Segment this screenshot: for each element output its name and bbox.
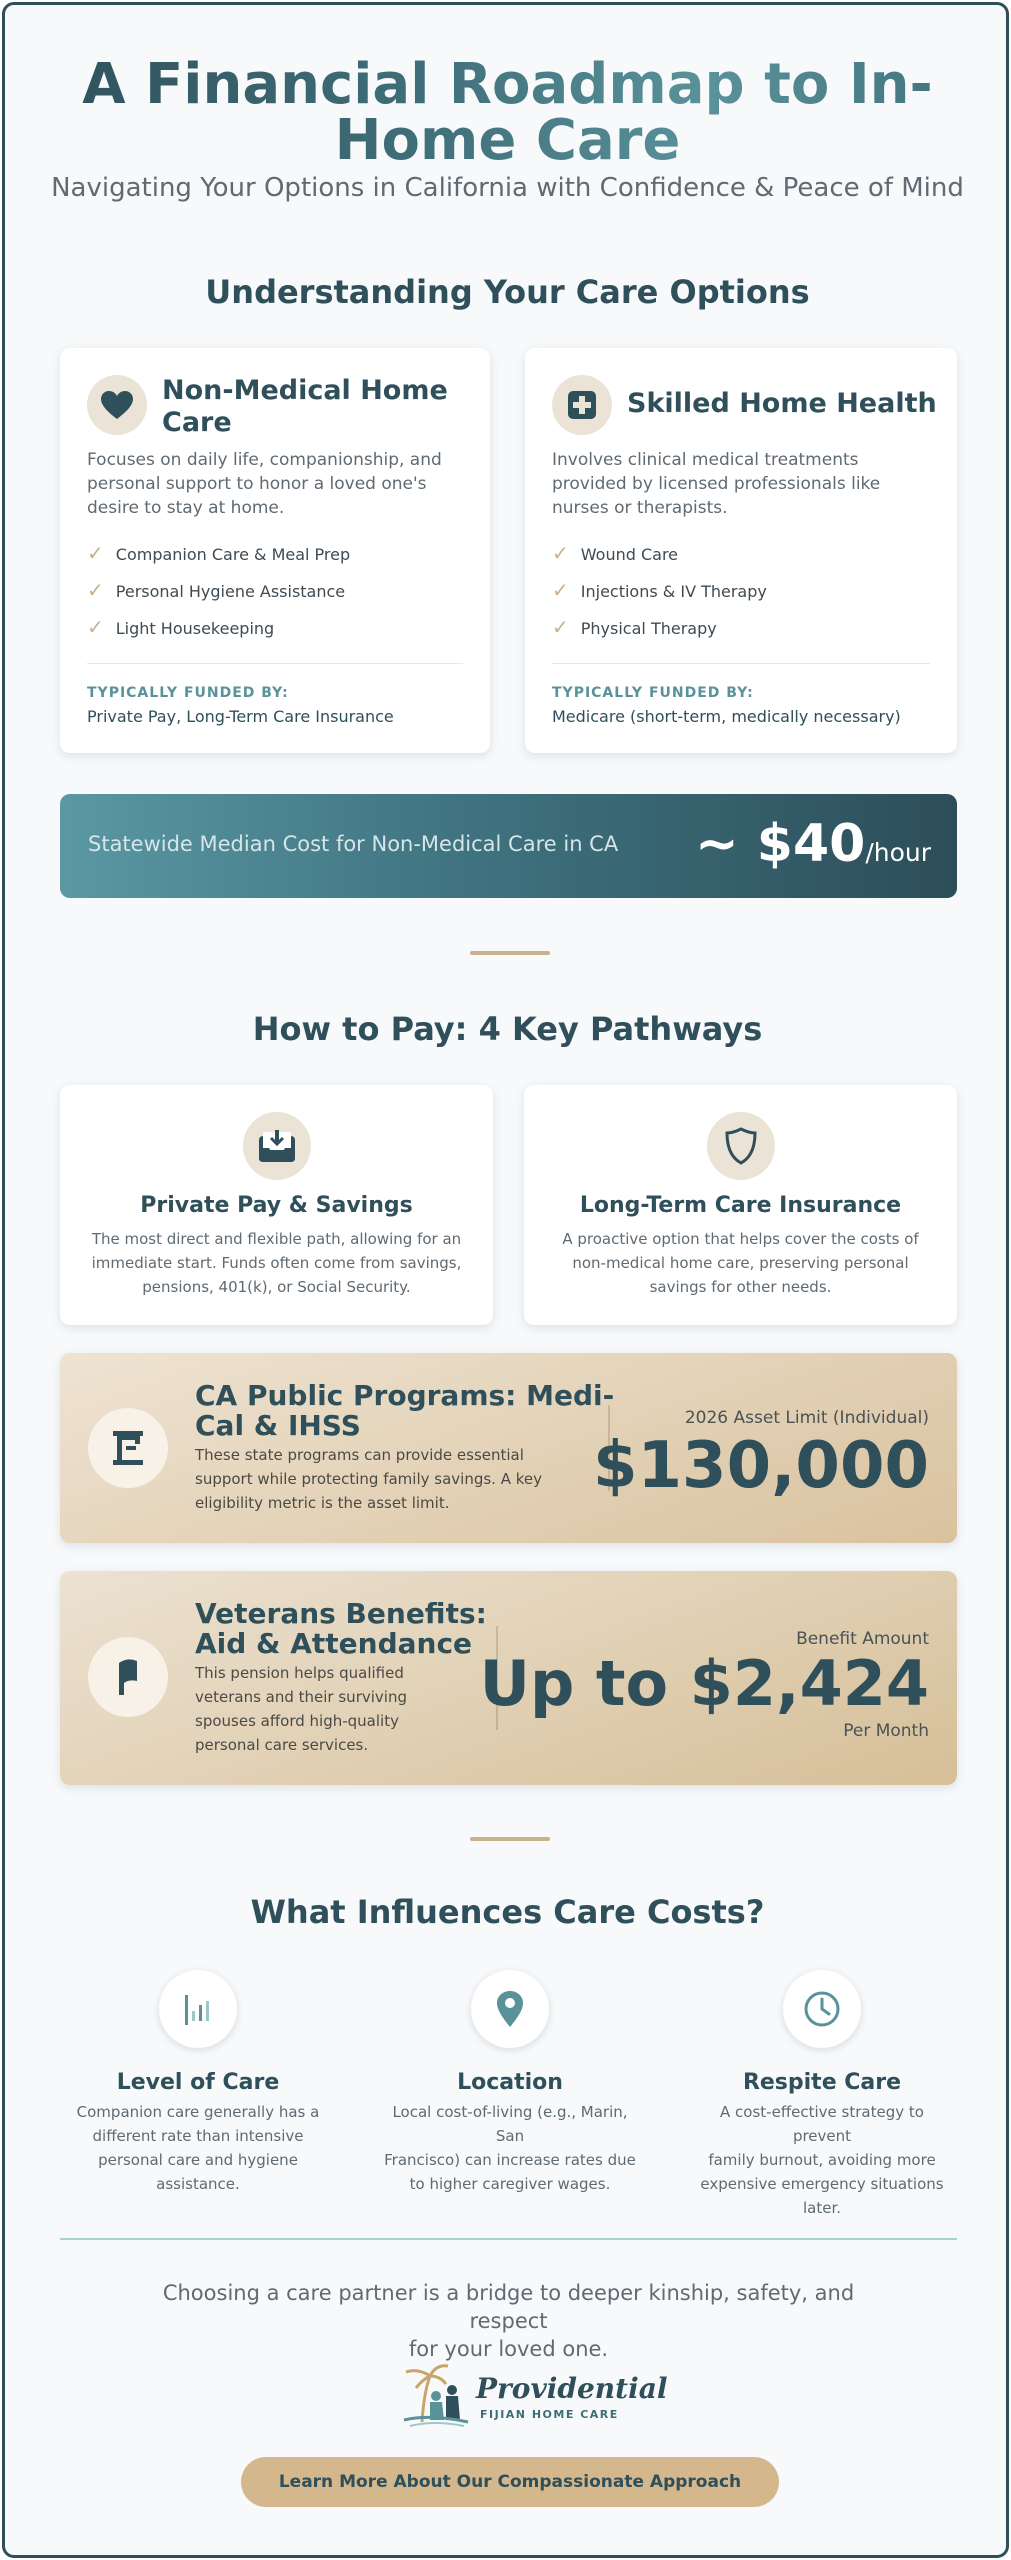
- desc-line: nurses or therapists.: [552, 498, 728, 518]
- list-item: [552, 615, 717, 639]
- shield-icon: [707, 1112, 775, 1180]
- benefit-amount-period: Per Month: [843, 1721, 929, 1741]
- logo-subtitle: FIJIAN HOME CARE: [480, 2408, 619, 2421]
- program-title-line2: Cal & IHSS: [195, 1409, 361, 1442]
- program-description: [195, 1661, 495, 1757]
- list-item-label: Companion Care & Meal Prep: [115, 545, 351, 564]
- care-card-description: [87, 448, 467, 520]
- program-description: [195, 1443, 575, 1515]
- desc-line: Francisco) can increase rates due: [384, 2151, 636, 2169]
- desc-line: A cost-effective strategy to prevent: [720, 2103, 924, 2145]
- logo-name: Providential: [476, 2372, 668, 2405]
- flag-icon: [88, 1637, 168, 1717]
- providential-logo: [400, 2362, 668, 2428]
- funded-by-label: TYPICALLY FUNDED BY:: [552, 685, 754, 701]
- page-title: [5, 52, 1009, 173]
- median-cost-unit: /hour: [865, 838, 931, 867]
- card-divider: [87, 663, 463, 664]
- closing-line: for your loved one.: [408, 2337, 609, 2361]
- desc-line: This pension helps qualified: [195, 1664, 404, 1682]
- care-card-title: [627, 388, 937, 420]
- median-cost-value: [695, 814, 931, 874]
- closing-line: Choosing a care partner is a bridge to deeper kinship, safety, and respect: [162, 2281, 855, 2333]
- desc-line: personal care services.: [195, 1736, 369, 1754]
- list-item: [552, 578, 767, 602]
- building-icon: [88, 1408, 168, 1488]
- closing-statement: [125, 2279, 892, 2363]
- desc-line: assistance.: [156, 2175, 240, 2193]
- median-cost-label: Statewide Median Cost for Non-Medical Care in CA: [88, 832, 619, 856]
- medical-cross-icon: [552, 375, 612, 435]
- care-title-line1: Skilled Home Health: [627, 388, 937, 419]
- card-divider: [552, 663, 930, 664]
- list-item: [87, 615, 274, 639]
- asset-limit-value: $130,000: [592, 1429, 929, 1503]
- funded-by-value: Private Pay, Long-Term Care Insurance: [87, 707, 394, 726]
- pathway-description: [60, 1227, 493, 1299]
- care-title-line1: Non-Medical Home: [162, 375, 448, 406]
- location-pin-icon: [471, 1970, 549, 2048]
- footer-divider: [60, 2238, 957, 2240]
- median-cost-amount: ~ $40: [695, 814, 866, 874]
- factor-description: [692, 2100, 952, 2220]
- pathway-card-ltc-insurance: [524, 1085, 957, 1325]
- check-icon: ✓: [87, 615, 104, 639]
- program-title-line1: CA Public Programs: Medi-: [195, 1379, 615, 1412]
- benefit-amount-value: Up to $2,424: [479, 1647, 929, 1720]
- desc-line: later.: [802, 2199, 842, 2217]
- pathway-card-private-pay: [60, 1085, 493, 1325]
- clock-icon: [783, 1970, 861, 2048]
- program-title: [195, 1599, 487, 1659]
- desc-line: Local cost-of-living (e.g., Marin, San: [392, 2103, 628, 2145]
- desc-line: to higher caregiver wages.: [409, 2175, 611, 2193]
- logo-mark-icon: [400, 2362, 472, 2428]
- care-card-non-medical: [60, 348, 490, 753]
- desc-line: personal support to honor a loved one's: [87, 474, 427, 494]
- median-cost-banner: [60, 794, 957, 898]
- pathway-title: Private Pay & Savings: [140, 1193, 413, 1218]
- desc-line: desire to stay at home.: [87, 498, 285, 518]
- page-subtitle: Navigating Your Options in California with Confidence & Peace of Mind: [51, 173, 964, 203]
- care-card-title: [162, 375, 448, 439]
- funded-by-label: TYPICALLY FUNDED BY:: [87, 685, 289, 701]
- care-card-description: [552, 448, 932, 520]
- desc-line: savings for other needs.: [649, 1278, 832, 1296]
- section-divider: [470, 951, 550, 955]
- list-item-label: Light Housekeeping: [115, 619, 275, 638]
- factor-description: [68, 2100, 328, 2196]
- desc-line: expensive emergency situations: [700, 2175, 944, 2193]
- pathway-title: Long-Term Care Insurance: [579, 1193, 902, 1218]
- program-title-line2: Aid & Attendance: [195, 1627, 473, 1660]
- care-card-skilled-health: [525, 348, 957, 753]
- desc-line: personal care and hygiene: [98, 2151, 298, 2169]
- page-title-line2: Home Care: [334, 108, 681, 173]
- pathways-title: How to Pay: 4 Key Pathways: [252, 1010, 763, 1048]
- desc-line: Companion care generally has a: [76, 2103, 320, 2121]
- desc-line: The most direct and flexible path, allowing for an: [91, 1230, 462, 1248]
- list-item: [87, 578, 345, 602]
- check-icon: ✓: [552, 615, 569, 639]
- desc-line: non-medical home care, preserving personal: [572, 1254, 909, 1272]
- care-options-title: Understanding Your Care Options: [205, 273, 810, 311]
- check-icon: ✓: [552, 578, 569, 602]
- check-icon: ✓: [552, 541, 569, 565]
- program-title-line1: Veterans Benefits:: [195, 1597, 487, 1630]
- factor-title: Respite Care: [742, 2070, 902, 2095]
- pathway-description: [524, 1227, 957, 1299]
- page-title-line1: A Financial Roadmap to In-: [82, 52, 933, 117]
- desc-line: different rate than intensive: [92, 2127, 304, 2145]
- funded-by-value: Medicare (short-term, medically necessary): [552, 707, 901, 726]
- desc-line: Involves clinical medical treatments: [552, 450, 859, 470]
- check-icon: ✓: [87, 541, 104, 565]
- check-icon: ✓: [87, 578, 104, 602]
- desc-line: support while protecting family savings. A key: [195, 1470, 542, 1488]
- desc-line: family burnout, avoiding more: [708, 2151, 936, 2169]
- desc-line: eligibility metric is the asset limit.: [195, 1494, 450, 1512]
- desc-line: spouses afford high-quality: [195, 1712, 399, 1730]
- desc-line: provided by licensed professionals like: [552, 474, 881, 494]
- benefit-amount-label: Benefit Amount: [796, 1629, 929, 1649]
- list-item-label: Injections & IV Therapy: [580, 582, 767, 601]
- list-item: [87, 541, 350, 565]
- care-title-line2: Care: [162, 407, 232, 438]
- asset-limit-label: 2026 Asset Limit (Individual): [684, 1408, 929, 1428]
- list-item-label: Physical Therapy: [580, 619, 717, 638]
- learn-more-button[interactable]: Learn More About Our Compassionate Approach: [241, 2457, 779, 2507]
- program-card-medi-cal: [60, 1353, 957, 1543]
- influences-title: What Influences Care Costs?: [250, 1893, 765, 1931]
- list-item: [552, 541, 678, 565]
- section-divider: [470, 1837, 550, 1841]
- desc-line: pensions, 401(k), or Social Security.: [142, 1278, 411, 1296]
- infographic-frame: [2, 2, 1009, 2558]
- desc-line: These state programs can provide essential: [195, 1446, 524, 1464]
- program-card-veterans: [60, 1571, 957, 1785]
- program-title: [195, 1381, 614, 1441]
- factor-description: [380, 2100, 640, 2196]
- list-item-label: Personal Hygiene Assistance: [115, 582, 346, 601]
- list-item-label: Wound Care: [580, 545, 679, 564]
- desc-line: veterans and their surviving: [195, 1688, 407, 1706]
- inbox-tray-icon: [243, 1112, 311, 1180]
- factor-title: Level of Care: [116, 2070, 280, 2095]
- desc-line: A proactive option that helps cover the costs of: [562, 1230, 919, 1248]
- bar-levels-icon: [159, 1970, 237, 2048]
- desc-line: immediate start. Funds often come from savings,: [91, 1254, 462, 1272]
- heart-icon: [87, 375, 147, 435]
- factor-title: Location: [457, 2070, 563, 2095]
- desc-line: Focuses on daily life, companionship, and: [87, 450, 442, 470]
